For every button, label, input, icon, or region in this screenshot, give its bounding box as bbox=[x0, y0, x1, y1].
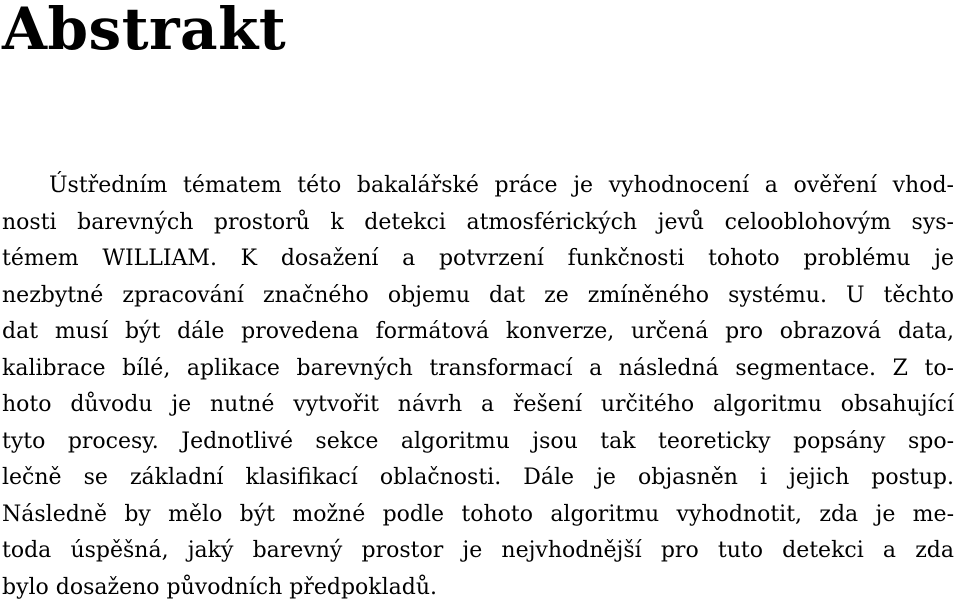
text-line: nosti barevných prostorů k detekci atmosférických jevů celooblohovým sys- bbox=[2, 205, 954, 242]
text-line: toda úspěšná, jaký barevný prostor je nejvhodnější pro tuto detekci a zda bbox=[2, 533, 954, 570]
text-line: témem WILLIAM. K dosažení a potvrzení funkčnosti tohoto problému je bbox=[2, 241, 954, 278]
text-line: hoto důvodu je nutné vytvořit návrh a řešení určitého algoritmu obsahující bbox=[2, 387, 954, 424]
page-title: Abstrakt bbox=[2, 0, 286, 64]
text-line: tyto procesy. Jednotlivé sekce algoritmu jsou tak teoreticky popsány spo- bbox=[2, 424, 954, 461]
text-line: nezbytné zpracování značného objemu dat ze zmíněného systému. U těchto bbox=[2, 278, 954, 315]
text-line: dat musí být dále provedena formátová konverze, určená pro obrazová data, bbox=[2, 314, 954, 351]
text-line: bylo dosaženo původních předpokladů. bbox=[2, 570, 954, 606]
abstract-paragraph bbox=[2, 168, 954, 606]
text-line: Následně by mělo být možné podle tohoto algoritmu vyhodnotit, zda je me- bbox=[2, 497, 954, 534]
text-line: kalibrace bílé, aplikace barevných transformací a následná segmentace. Z to- bbox=[2, 351, 954, 388]
text-line: lečně se základní klasifikací oblačnosti. Dále je objasněn i jejich postup. bbox=[2, 460, 954, 497]
text-line: Ústředním tématem této bakalářské práce je vyhodnocení a ověření vhod- bbox=[2, 168, 954, 205]
